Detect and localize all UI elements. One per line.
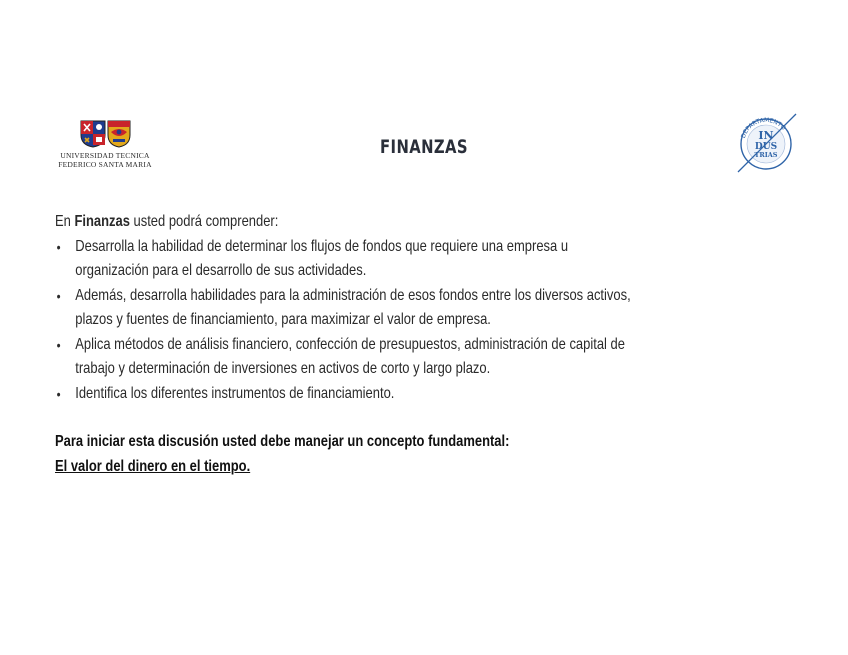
university-name-line1: UNIVERSIDAD TECNICA — [60, 151, 150, 160]
coat-of-arms-right-icon — [107, 120, 131, 148]
bullet-item — [55, 382, 784, 407]
page-title: FINANZAS — [380, 136, 468, 158]
intro-suffix: usted podrá comprender: — [129, 213, 279, 230]
university-name-line2: FEDERICO SANTA MARIA — [58, 160, 152, 169]
dept-logo-line3: TRIAS — [754, 151, 778, 159]
bullet-line: • Aplica métodos de análisis financiero, confección de presupuestos, administración de capital de — [75, 335, 625, 353]
closing-statement — [55, 430, 784, 479]
industrias-logo-icon — [730, 108, 802, 180]
coat-of-arms-left-icon — [80, 120, 106, 148]
intro-prefix: En — [55, 213, 75, 230]
bullet-line: • Además, desarrolla habilidades para la administración de esos fondos entre los diversos activos, — [75, 286, 631, 304]
bullet-line: • Desarrolla la habilidad de determinar los flujos de fondos que requiere una empresa u — [75, 237, 569, 255]
bullet-line: organización para el desarrollo de sus actividades. — [75, 262, 367, 279]
university-logo — [46, 120, 164, 169]
closing-line2: El valor del dinero en el tiempo. — [55, 457, 251, 475]
university-shields — [46, 120, 164, 148]
dept-logo-line1: IN — [758, 129, 774, 142]
department-logo — [730, 108, 802, 180]
bullet-list — [55, 235, 784, 407]
dept-arc-text: DEPARTAMENTO — [739, 116, 788, 140]
closing-line1: Para iniciar esta discusión usted debe manejar un concepto fundamental: — [55, 433, 510, 450]
bullet-item — [55, 284, 784, 333]
bullet-line: trabajo y determinación de inversiones en activos de corto y largo plazo. — [75, 360, 491, 377]
slide-content — [55, 210, 784, 479]
bullet-line: plazos y fuentes de financiamiento, para maximizar el valor de empresa. — [75, 311, 491, 328]
intro-text — [55, 210, 784, 235]
dept-logo-line2: DUS — [754, 142, 778, 152]
bullet-item — [55, 235, 784, 284]
bullet-line: • Identifica los diferentes instrumentos de financiamiento. — [75, 384, 395, 402]
bullet-item — [55, 333, 784, 382]
intro-bold: Finanzas — [74, 213, 130, 230]
